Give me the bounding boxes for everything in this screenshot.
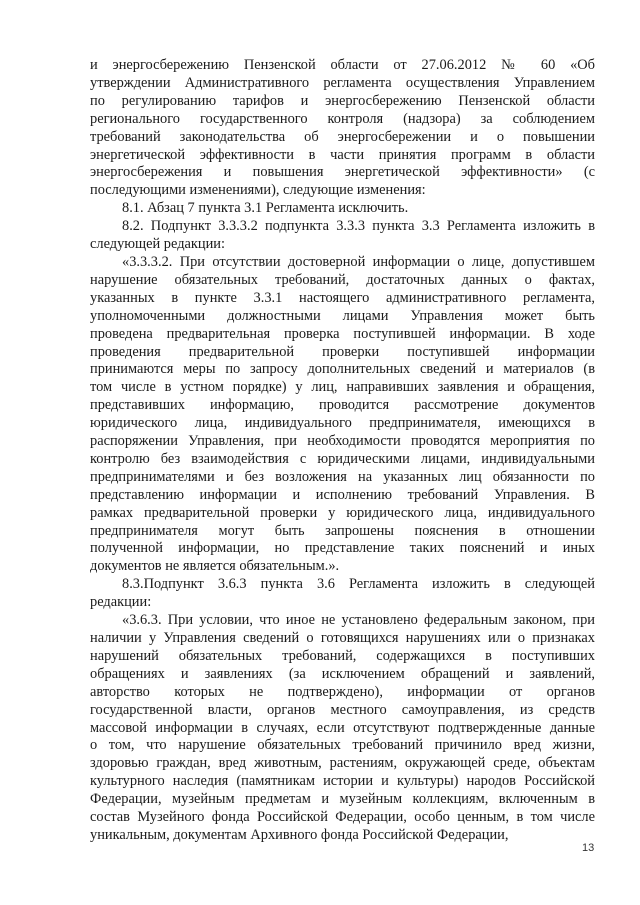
text-line: энергосбережения и повышения энергетической эффективности» (с <box>90 164 595 181</box>
text-line: 8.1. Абзац 7 пункта 3.1 Регламента исключить. <box>122 200 409 217</box>
text-line: здоровью граждан, вред животным, растениям, окружающей среде, объектам <box>90 755 595 772</box>
paragraph-p1 <box>90 57 595 200</box>
text-line: государственной власти, органов местного самоуправления, из средств <box>90 701 595 718</box>
text-line: документов не является обязательным.». <box>90 558 340 575</box>
paragraph-p5 <box>90 576 595 612</box>
text-line: контролю без взаимодействия с юридическими лицами, индивидуальными <box>90 450 595 467</box>
text-line: полученной информации, но представление таких пояснений и иных <box>90 540 595 557</box>
text-line: «3.6.3. При условии, что иное не установлено федеральным законом, при <box>122 612 595 629</box>
text-line: 8.3.Подпункт 3.6.3 пункта 3.6 Регламента изложить в следующей <box>122 576 595 593</box>
text-line: энергетической эффективности в части принятия программ в области <box>90 146 595 163</box>
text-line: рамках предварительной проверки у юридического лица, индивидуального <box>90 504 595 521</box>
text-line: массовой информации в случаях, если отсутствуют подтвержденные данные <box>90 719 595 736</box>
text-line: юридического лица, индивидуального предпринимателя, имеющихся в <box>90 415 595 432</box>
text-line: последующими изменениями), следующие изменения: <box>90 182 426 199</box>
text-line: авторство которых не подтверждено), информации от органов <box>90 683 595 700</box>
text-line: принимаются меры по запросу дополнительных сведений и материалов (в <box>90 361 595 378</box>
text-line: обращениях и заявлениях (за исключением обращений и заявлений, <box>90 665 595 682</box>
text-line: указанных в пункте 3.3.1 настоящего административного регламента, <box>90 289 595 306</box>
text-line: о том, что нарушение обязательных требований причинило вред жизни, <box>90 737 595 754</box>
text-line: представлению информации и исполнению требований Управления. В <box>90 486 595 503</box>
text-line: и энергосбережению Пензенской области от 27.06.2012 № 60 «Об <box>90 57 595 73</box>
text-line: распоряжении Управления, при необходимости проводятся мероприятия по <box>90 433 595 450</box>
text-line: утверждении Административного регламента осуществления Управлением <box>90 74 595 91</box>
text-line: предпринимателя могут быть запрошены пояснения в отношении <box>90 522 595 539</box>
text-line: по регулированию тарифов и энергосбережению Пензенской области <box>90 92 595 109</box>
text-line: следующей редакции: <box>90 236 225 253</box>
paragraph-p4 <box>90 254 595 576</box>
text-line: состав Музейного фонда Российской Федерации, особо ценным, в том числе <box>90 809 595 826</box>
paragraph-p3 <box>90 218 595 254</box>
text-line: уполномоченными должностными лицами Управления может быть <box>90 307 595 324</box>
paragraph-p2 <box>90 200 595 218</box>
document-body <box>90 57 595 845</box>
text-line: нарушений обязательных требований, содержащихся в поступивших <box>90 647 595 664</box>
text-line: уникальным, документам Архивного фонда Российской Федерации, <box>90 826 509 843</box>
text-line: 8.2. Подпункт 3.3.3.2 подпункта 3.3.3 пункта 3.3 Регламента изложить в <box>122 218 595 235</box>
text-line: предпринимателями и без возложения на указанных лиц обязанности по <box>90 468 595 485</box>
text-line: «3.3.3.2. При отсутствии достоверной информации о лице, допустившем <box>122 253 595 270</box>
text-line: нарушение обязательных требований, достаточных данных о фактах, <box>90 271 595 288</box>
text-line: наличии у Управления сведений о готовящихся нарушениях или о признаках <box>90 630 595 646</box>
paragraph-p6 <box>90 612 595 845</box>
text-line: том числе в устном порядке) у лиц, направивших заявления и обращения, <box>90 379 595 396</box>
text-line: Федерации, музейным предметам и музейным коллекциям, включенным в <box>90 791 595 808</box>
text-line: культурного наследия (памятникам истории и культуры) народов Российской <box>90 773 595 790</box>
text-line: требований законодательства об энергосбережении и о повышении <box>90 128 595 145</box>
page-number: 13 <box>582 842 595 854</box>
text-line: проведения предварительной проверки поступившей информации <box>90 343 595 360</box>
text-line: редакции: <box>90 594 152 611</box>
text-line: проведена предварительная проверка поступившей информации. В ходе <box>90 325 595 342</box>
text-line: представивших информацию, проводится рассмотрение документов <box>90 397 595 414</box>
text-line: регионального государственного контроля (надзора) за соблюдением <box>90 110 595 127</box>
